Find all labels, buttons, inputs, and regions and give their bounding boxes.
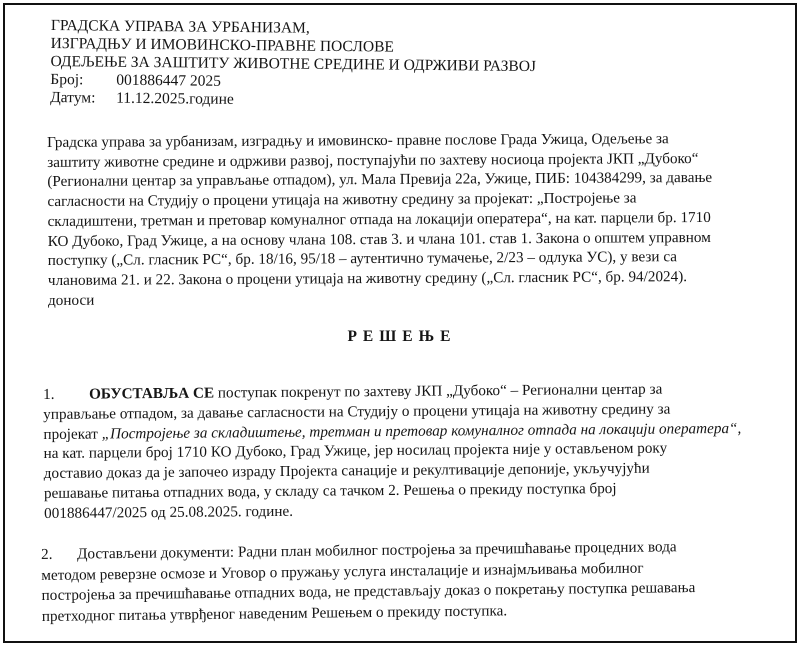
intro-line: (Регионални центар за управљање отпадом), ул. Мала Превија 22а, Ужице, ПИБ: 104384299, за давање	[47, 169, 713, 191]
document-date-label: Датум:	[50, 88, 96, 107]
intro-line: сагласности на Студију о процени утицаја на животну средину за пројекат: „Постројење за	[47, 189, 637, 211]
decision-item-1	[43, 379, 756, 524]
project-name-italic: „Постројење за складиштење, третман и претовар комуналног отпада на локацији оператера“,	[101, 419, 742, 443]
item1-line-text: пројекат	[43, 425, 102, 443]
intro-line: поступку („Сл. гласник РС“, бр. 18/16, 95/18 – аутентично тумачење, 2/23 – одлука УС), у вези са	[47, 248, 678, 270]
document-date-value: 11.12.2025.године	[116, 89, 234, 108]
intro-paragraph	[47, 129, 762, 311]
item1-line: управљање отпадом, за давање сагласности на Студију о процени утицаја на животну средину за	[43, 400, 671, 423]
item2-line-text: Достављени документи: Радни план мобилног постројења за пречишћавање процедних вода	[77, 538, 677, 563]
intro-line: складиштени, третман и претовар комуналног отпада на локацији оператера“, на кат. парцели бр. 1710	[47, 208, 711, 230]
decision-item-2	[41, 536, 766, 627]
item1-lead: ОБУСТАВЉА СЕ	[89, 384, 215, 403]
item1-number: 1.	[43, 385, 55, 403]
intro-line: заштиту животне средине и одрживи развој, поступајући по захтеву носиоца пројекта ЈКП „Дубоко“	[47, 149, 699, 171]
item1-line: 001886447/2025 од 25.08.2025. године.	[44, 502, 294, 522]
item1-line-text: поступак покренут по захтеву ЈКП „Дубоко“ – Регионални центар за	[214, 380, 663, 402]
intro-line: Градска управа за урбанизам, изградњу и имовинско- правне послове Града Ужица, Одељење за	[47, 130, 669, 151]
item2-line: методом реверзне осмозе и Уговор о пружању услуга инсталације и изнајмљивања мобилног	[41, 559, 644, 584]
intro-line: члановима 21. и 22. Закона о процени утицаја на животну средину („Сл. гласник РС“, бр. 94/2024).	[47, 268, 688, 289]
authority-name-line1: ГРАДСКА УПРАВА ЗА УРБАНИЗАМ,	[50, 17, 310, 37]
letterhead	[50, 17, 611, 113]
item1-line: на кат. парцели број 1710 КО Дубоко, Град Ужице, јер носилац пројекта није у остављеном року	[43, 439, 668, 463]
item2-number: 2.	[41, 545, 53, 563]
decision-title: РЕШЕЊЕ	[347, 328, 457, 345]
department-name: ОДЕЉЕЊЕ ЗА ЗАШТИТУ ЖИВОТНЕ СРЕДИНЕ И ОДРЖИВИ РАЗВОЈ	[50, 52, 537, 76]
document-number-value: 001886447 2025	[116, 71, 222, 90]
intro-line: КО Дубоко, Град Ужице, а на основу члана 108. став 3. и члана 101. став 1. Закона о општем управном	[47, 228, 711, 250]
item2-line: постројења за пречишћавање отпадних вода, не представљају доказ о покретању поступка решавања	[41, 579, 696, 604]
intro-line: доноси	[47, 291, 95, 309]
authority-name-line2: ИЗГРАДЊУ И ИМОВИНСКО-ПРАВНЕ ПОСЛОВЕ	[50, 34, 395, 56]
item1-line: доставио доказ да је започео израду Пројекта санације и рекултивације депоније, укључујући	[43, 459, 650, 483]
item2-line: претходног питања утврђеног наведеним Решењем о прекиду поступка.	[41, 601, 508, 625]
document-page	[3, 3, 797, 643]
document-number-label: Број:	[50, 70, 84, 89]
item1-line: решавање питања отпадних вода, у складу са тачком 2. Решења о прекиду поступка број	[43, 479, 617, 502]
